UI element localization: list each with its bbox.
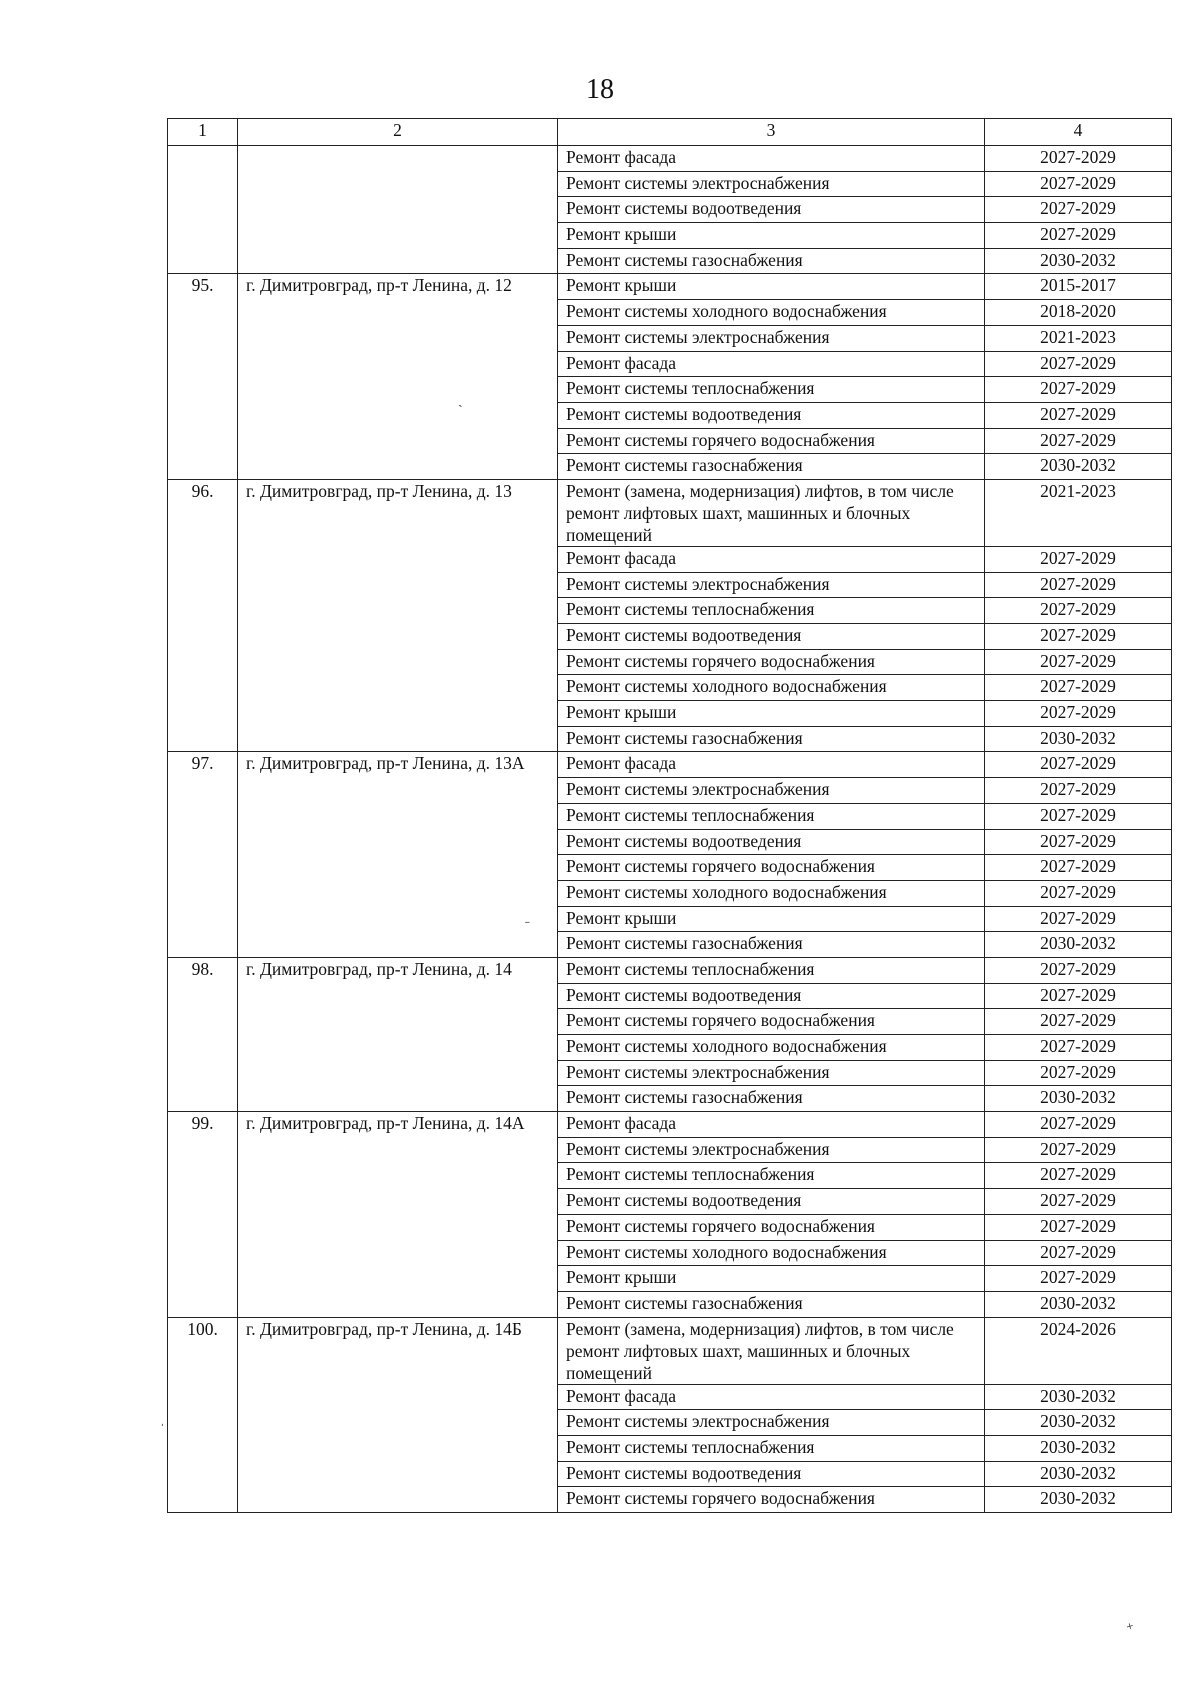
work-type: Ремонт фасада xyxy=(558,1112,985,1138)
item-number: 100. xyxy=(168,1317,238,1512)
work-type: Ремонт системы водоотведения xyxy=(558,197,985,223)
item-number: 98. xyxy=(168,957,238,1111)
table-row xyxy=(168,274,1172,300)
building-address xyxy=(238,146,558,274)
work-period: 2027-2029 xyxy=(985,1189,1172,1215)
scan-speck: ˟ xyxy=(1121,1621,1135,1638)
work-type: Ремонт системы горячего водоснабжения xyxy=(558,1487,985,1513)
work-period: 2027-2029 xyxy=(985,957,1172,983)
work-type: Ремонт (замена, модернизация) лифтов, в том числе ремонт лифтовых шахт, машинных и блочных помещений xyxy=(558,1317,985,1384)
work-period: 2027-2029 xyxy=(985,1035,1172,1061)
work-type: Ремонт системы теплоснабжения xyxy=(558,1163,985,1189)
work-type: Ремонт системы газоснабжения xyxy=(558,1086,985,1112)
work-period: 2027-2029 xyxy=(985,1112,1172,1138)
work-type: Ремонт системы газоснабжения xyxy=(558,1291,985,1317)
scan-speck: ˍ xyxy=(525,910,530,925)
work-type: Ремонт системы водоотведения xyxy=(558,1189,985,1215)
work-type: Ремонт системы водоотведения xyxy=(558,1461,985,1487)
work-type: Ремонт системы газоснабжения xyxy=(558,454,985,480)
column-header-1: 1 xyxy=(168,119,238,146)
work-type: Ремонт системы горячего водоснабжения xyxy=(558,1214,985,1240)
work-type: Ремонт фасада xyxy=(558,752,985,778)
work-type: Ремонт системы горячего водоснабжения xyxy=(558,1009,985,1035)
work-period: 2027-2029 xyxy=(985,598,1172,624)
work-period: 2027-2029 xyxy=(985,351,1172,377)
item-number: 97. xyxy=(168,752,238,958)
item-number: 99. xyxy=(168,1112,238,1318)
work-type: Ремонт системы теплоснабжения xyxy=(558,1435,985,1461)
work-type: Ремонт фасада xyxy=(558,146,985,172)
work-type: Ремонт системы электроснабжения xyxy=(558,1137,985,1163)
work-type: Ремонт системы теплоснабжения xyxy=(558,598,985,624)
work-period: 2030-2032 xyxy=(985,1410,1172,1436)
work-period: 2021-2023 xyxy=(985,479,1172,546)
work-period: 2027-2029 xyxy=(985,171,1172,197)
page-number: 18 xyxy=(586,74,614,105)
work-period: 2027-2029 xyxy=(985,778,1172,804)
column-header-4: 4 xyxy=(985,119,1172,146)
work-period: 2027-2029 xyxy=(985,428,1172,454)
scan-speck: ˏ xyxy=(458,393,463,408)
work-period: 2030-2032 xyxy=(985,726,1172,752)
work-period: 2030-2032 xyxy=(985,932,1172,958)
work-period: 2027-2029 xyxy=(985,1240,1172,1266)
work-period: 2027-2029 xyxy=(985,1214,1172,1240)
work-period: 2027-2029 xyxy=(985,855,1172,881)
work-period: 2027-2029 xyxy=(985,1137,1172,1163)
building-address: г. Димитровград, пр-т Ленина, д. 14 xyxy=(238,957,558,1111)
work-period: 2027-2029 xyxy=(985,197,1172,223)
work-type: Ремонт системы водоотведения xyxy=(558,829,985,855)
work-type: Ремонт крыши xyxy=(558,1266,985,1292)
work-type: Ремонт системы электроснабжения xyxy=(558,325,985,351)
table-row xyxy=(168,957,1172,983)
work-period: 2018-2020 xyxy=(985,300,1172,326)
building-address: г. Димитровград, пр-т Ленина, д. 13 xyxy=(238,479,558,752)
work-type: Ремонт системы холодного водоснабжения xyxy=(558,1035,985,1061)
work-period: 2027-2029 xyxy=(985,649,1172,675)
work-period: 2027-2029 xyxy=(985,752,1172,778)
work-period: 2027-2029 xyxy=(985,983,1172,1009)
work-type: Ремонт системы горячего водоснабжения xyxy=(558,855,985,881)
table-row xyxy=(168,146,1172,172)
work-period: 2027-2029 xyxy=(985,546,1172,572)
table-row xyxy=(168,1317,1172,1384)
work-type: Ремонт системы горячего водоснабжения xyxy=(558,649,985,675)
work-period: 2021-2023 xyxy=(985,325,1172,351)
header-row xyxy=(168,119,1172,146)
item-number: 95. xyxy=(168,274,238,480)
work-period: 2030-2032 xyxy=(985,248,1172,274)
table-row xyxy=(168,1112,1172,1138)
table-row xyxy=(168,752,1172,778)
work-period: 2027-2029 xyxy=(985,675,1172,701)
work-type: Ремонт фасада xyxy=(558,546,985,572)
work-period: 2027-2029 xyxy=(985,223,1172,249)
work-type: Ремонт системы горячего водоснабжения xyxy=(558,428,985,454)
table-row xyxy=(168,479,1172,546)
work-type: Ремонт системы электроснабжения xyxy=(558,1410,985,1436)
work-type: Ремонт системы холодного водоснабжения xyxy=(558,1240,985,1266)
work-period: 2027-2029 xyxy=(985,906,1172,932)
work-period: 2024-2026 xyxy=(985,1317,1172,1384)
building-address: г. Димитровград, пр-т Ленина, д. 13А xyxy=(238,752,558,958)
work-period: 2027-2029 xyxy=(985,624,1172,650)
column-header-3: 3 xyxy=(558,119,985,146)
work-period: 2030-2032 xyxy=(985,1487,1172,1513)
work-period: 2030-2032 xyxy=(985,454,1172,480)
scan-speck: ˌ xyxy=(160,1412,165,1427)
work-type: Ремонт системы газоснабжения xyxy=(558,932,985,958)
repair-schedule-table xyxy=(167,118,1172,1513)
work-type: Ремонт системы холодного водоснабжения xyxy=(558,675,985,701)
work-period: 2030-2032 xyxy=(985,1384,1172,1410)
work-type: Ремонт системы холодного водоснабжения xyxy=(558,880,985,906)
building-address: г. Димитровград, пр-т Ленина, д. 12 xyxy=(238,274,558,480)
work-period: 2027-2029 xyxy=(985,1060,1172,1086)
work-type: Ремонт крыши xyxy=(558,274,985,300)
work-type: Ремонт (замена, модернизация) лифтов, в том числе ремонт лифтовых шахт, машинных и блочных помещений xyxy=(558,479,985,546)
work-type: Ремонт системы холодного водоснабжения xyxy=(558,300,985,326)
work-period: 2015-2017 xyxy=(985,274,1172,300)
work-type: Ремонт системы водоотведения xyxy=(558,983,985,1009)
work-type: Ремонт системы теплоснабжения xyxy=(558,957,985,983)
work-type: Ремонт крыши xyxy=(558,223,985,249)
work-period: 2030-2032 xyxy=(985,1291,1172,1317)
work-type: Ремонт системы водоотведения xyxy=(558,624,985,650)
table-body xyxy=(168,146,1172,1513)
building-address: г. Димитровград, пр-т Ленина, д. 14А xyxy=(238,1112,558,1318)
work-period: 2030-2032 xyxy=(985,1086,1172,1112)
item-number: 96. xyxy=(168,479,238,752)
work-period: 2027-2029 xyxy=(985,829,1172,855)
work-period: 2027-2029 xyxy=(985,402,1172,428)
work-period: 2027-2029 xyxy=(985,1266,1172,1292)
work-type: Ремонт крыши xyxy=(558,701,985,727)
work-period: 2030-2032 xyxy=(985,1435,1172,1461)
work-type: Ремонт системы электроснабжения xyxy=(558,171,985,197)
work-type: Ремонт системы газоснабжения xyxy=(558,248,985,274)
work-type: Ремонт системы теплоснабжения xyxy=(558,377,985,403)
work-period: 2027-2029 xyxy=(985,701,1172,727)
work-type: Ремонт фасада xyxy=(558,1384,985,1410)
work-type: Ремонт системы газоснабжения xyxy=(558,726,985,752)
work-period: 2027-2029 xyxy=(985,1009,1172,1035)
work-type: Ремонт системы электроснабжения xyxy=(558,572,985,598)
work-period: 2030-2032 xyxy=(985,1461,1172,1487)
work-type: Ремонт системы электроснабжения xyxy=(558,1060,985,1086)
item-number xyxy=(168,146,238,274)
work-period: 2027-2029 xyxy=(985,803,1172,829)
work-type: Ремонт системы теплоснабжения xyxy=(558,803,985,829)
work-period: 2027-2029 xyxy=(985,1163,1172,1189)
column-header-2: 2 xyxy=(238,119,558,146)
work-period: 2027-2029 xyxy=(985,572,1172,598)
work-type: Ремонт фасада xyxy=(558,351,985,377)
work-period: 2027-2029 xyxy=(985,880,1172,906)
work-type: Ремонт крыши xyxy=(558,906,985,932)
work-type: Ремонт системы водоотведения xyxy=(558,402,985,428)
work-type: Ремонт системы электроснабжения xyxy=(558,778,985,804)
building-address: г. Димитровград, пр-т Ленина, д. 14Б xyxy=(238,1317,558,1512)
work-period: 2027-2029 xyxy=(985,146,1172,172)
work-period: 2027-2029 xyxy=(985,377,1172,403)
